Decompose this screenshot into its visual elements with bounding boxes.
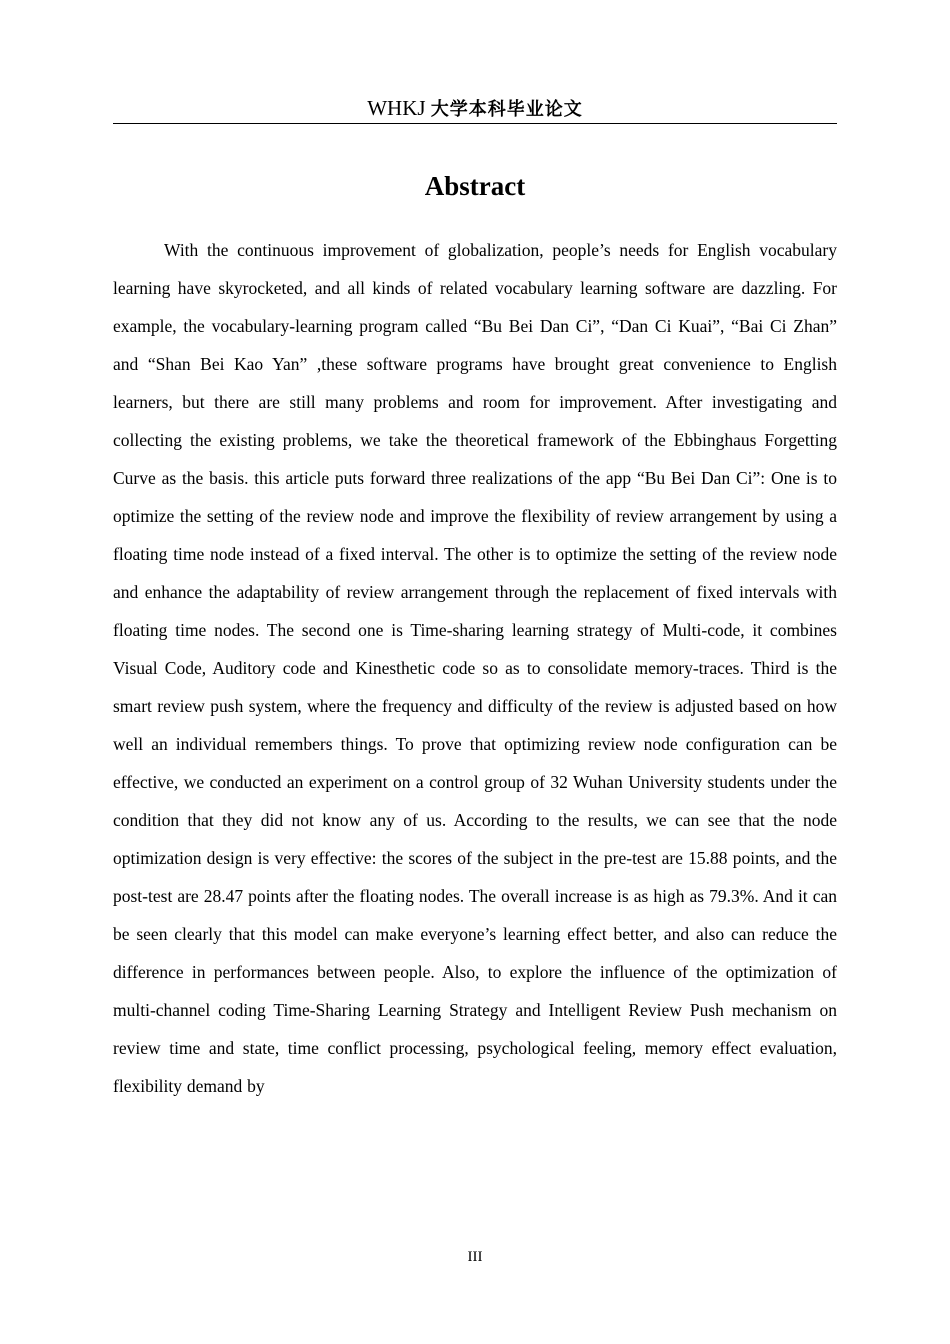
abstract-paragraph: With the continuous improvement of globalization, people’s needs for English vocabulary learning have skyrocketed, and all kinds of related vocabulary learning software are dazzling. For example, the vocabulary-learning program called “Bu Bei Dan Ci”, “Dan Ci Kuai”, “Bai Ci Zhan” and “Shan Bei Kao Yan” ,these software programs have brought great convenience to English learners, but there are still many problems and room for improvement. After investigating and collecting the existing problems, we take the theoretical framework of the Ebbinghaus Forgetting Curve as the basis. this article puts forward three realizations of the app “Bu Bei Dan Ci”: One is to optimize the setting of the review node and improve the flexibility of review arrangement by using a floating time node instead of a fixed interval. The other is to optimize the setting of the review node and enhance the adaptability of review arrangement through the replacement of fixed intervals with floating time nodes. The second one is Time-sharing learning strategy of Multi-code, it combines Visual Code, Auditory code and Kinesthetic code so as to consolidate memory-traces. Third is the smart review push system, where the frequency and difficulty of the review is adjusted based on how well an individual remembers things. To prove that optimizing review node configuration can be effective, we conducted an experiment on a control group of 32 Wuhan University students under the condition that they did not know any of us. According to the results, we can see that the node optimization design is very effective: the scores of the subject in the pre-test are 15.88 points, and the post-test are 28.47 points after the floating nodes. The overall increase is as high as 79.3%. And it can be seen clearly that this model can make everyone’s learning effect better, and also can reduce the difference in performances between people. Also, to explore the influence of the optimization of multi-channel coding Time-Sharing Learning Strategy and Intelligent Review Push mechanism on review time and state, time conflict processing, psychological feeling, memory effect evaluation, flexibility demand by: [113, 240, 837, 1096]
header-cjk: 大学本科毕业论文: [430, 99, 583, 120]
running-header: [113, 94, 837, 122]
header-rule: [113, 123, 837, 124]
page-title: Abstract: [424, 171, 526, 201]
header-latin: WHKJ: [367, 96, 426, 120]
page-number: III: [467, 1249, 483, 1265]
